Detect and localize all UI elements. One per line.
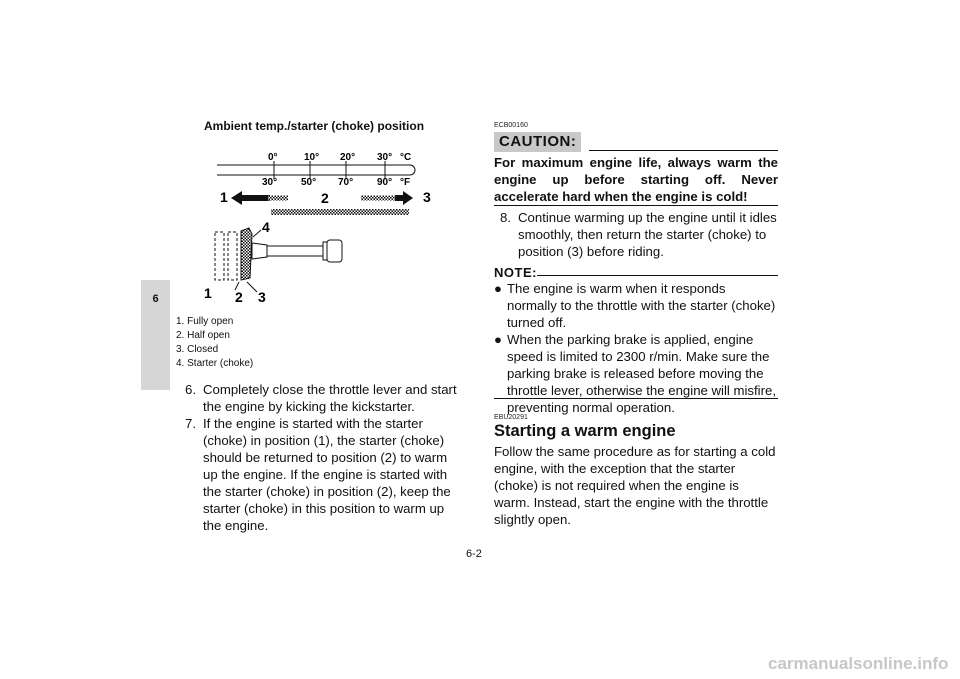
section-code: EBU20291: [494, 414, 528, 421]
step-text: Continue warming up the engine until it idles smoothly, then return the starter (choke) to position (3) before riding.: [518, 210, 777, 259]
note-item: [494, 280, 778, 331]
note-item-text: The engine is warm when it responds normally to the throttle with the starter (choke) turned off.: [507, 281, 776, 330]
step-text: Completely close the throttle lever and start the engine by kicking the kickstarter.: [203, 382, 457, 414]
figure-title: Ambient temp./starter (choke) position: [204, 119, 425, 133]
page-number: 6-2: [466, 548, 482, 560]
section-heading: Starting a warm engine: [494, 422, 676, 440]
fahrenheit-label: 90°: [377, 177, 393, 188]
choke-ring: [323, 242, 327, 260]
choke-cap: [327, 240, 342, 262]
step-item: [185, 381, 463, 415]
fahrenheit-label: 70°: [338, 177, 354, 188]
choke-position-diagram: [195, 140, 435, 305]
section-text: Follow the same procedure as for starting a cold engine, with the exception that the starter (choke) is not required when the engine is warm. Instead, start the engine with the throttle slightly open.: [494, 444, 776, 527]
choke-label-half-open: 2: [235, 289, 243, 305]
fahrenheit-label: 50°: [301, 177, 317, 188]
chapter-tab: [141, 280, 170, 390]
note-list: [494, 280, 778, 416]
chapter-number: 6: [152, 293, 159, 305]
choke-collar: [252, 243, 267, 259]
arrow-label-half-open: 2: [321, 190, 329, 206]
fahrenheit-unit: °F: [400, 177, 411, 188]
arrow-label-closed: 3: [423, 189, 431, 205]
celsius-label: 0°: [268, 152, 278, 163]
celsius-label: 10°: [304, 152, 320, 163]
choke-label-starter: 4: [262, 219, 270, 235]
step-number: 7.: [185, 416, 196, 431]
watermark: carmanualsonline.info: [768, 654, 949, 673]
leader-line: [253, 230, 261, 237]
caution-code: ECB00160: [494, 122, 528, 129]
caution-rule: [589, 150, 778, 151]
note-title: NOTE:: [494, 265, 537, 280]
lever-fully-open-outline: [215, 232, 224, 280]
caption-item: 3. Closed: [176, 344, 219, 355]
celsius-label: 30°: [377, 152, 393, 163]
closed-arrow: [395, 191, 413, 205]
fahrenheit-label: 30°: [262, 177, 278, 188]
choke-label-closed: 3: [258, 289, 266, 305]
choke-knob: [241, 228, 252, 280]
step-text: If the engine is started with the starter (choke) in position (1), the starter (choke) should be returned to position (2) to warm up the engine. If the engine is started with the starter (choke) in position (2), keep the starter (choke) in this position to warm up the engine.: [203, 416, 451, 533]
step-number: 8.: [500, 210, 511, 225]
choke-label-fully-open: 1: [204, 285, 212, 301]
choke-shaft: [267, 246, 323, 256]
caution-title: CAUTION:: [494, 132, 581, 152]
fully-open-hatch: [268, 196, 288, 201]
note-end-rule: [494, 398, 778, 399]
caption-item: 1. Fully open: [176, 316, 234, 327]
note-item-text: When the parking brake is applied, engine speed is limited to 2300 r/min. Make sure the parking brake is released before moving the throttle lever, otherwise the engine will misfire, preventing normal operation.: [507, 332, 776, 415]
celsius-unit: °C: [400, 152, 412, 163]
step-item: [185, 415, 463, 534]
note-rule: [537, 275, 778, 276]
caution-end-rule: [494, 205, 778, 206]
step-item: [500, 209, 778, 260]
bullet-icon: ●: [494, 281, 502, 296]
step-number: 6.: [185, 382, 196, 397]
left-steps: [185, 381, 463, 534]
arrow-label-fully-open: 1: [220, 189, 228, 205]
scale-end: [410, 165, 415, 175]
bullet-icon: ●: [494, 332, 502, 347]
lever-half-open-outline: [228, 232, 237, 280]
caption-item: 2. Half open: [176, 330, 230, 341]
caption-item: 4. Starter (choke): [176, 358, 254, 369]
note-item: [494, 331, 778, 416]
caution-text: For maximum engine life, always warm the engine up before starting off. Never accelerate hard when the engine is cold!: [494, 155, 778, 204]
half-open-hatch: [271, 209, 409, 215]
figure-captions: [176, 315, 253, 371]
fully-open-arrow: [231, 191, 270, 205]
leader-line: [247, 282, 257, 292]
celsius-label: 20°: [340, 152, 356, 163]
